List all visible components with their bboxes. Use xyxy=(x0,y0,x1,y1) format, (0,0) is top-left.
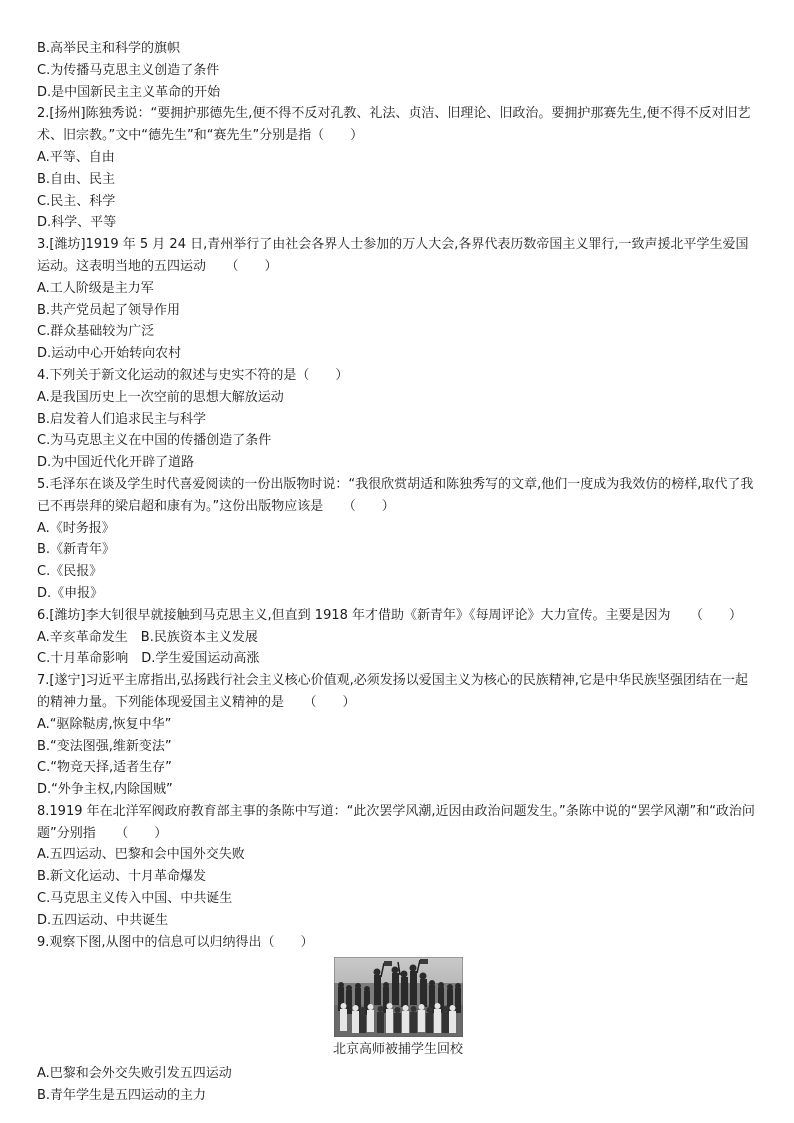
q3-stem: 3.[潍坊]1919 年 5 月 24 日,青州举行了由社会各界人士参加的万人大会,各界代表历数帝国主义罪行,一致声援北平学生爱国运动。这表明当地的五四运动 （ ） xyxy=(37,237,749,274)
q9-option-a: A.巴黎和会外交失败引发五四运动 xyxy=(37,1066,232,1082)
q7-option-b: B.“变法图强,维新变法” xyxy=(37,738,172,754)
q5-stem: 5.毛泽东在谈及学生时代喜爱阅读的一份出版物时说：“我很欣赏胡适和陈独秀写的文章,他们一度成为我效仿的榜样,取代了我已不再崇拜的梁启超和康有为。”这份出版物应该是 （ ） xyxy=(37,476,754,514)
q5-option-b: B.《新青年》 xyxy=(37,542,116,558)
q7-option-c: C.“物竞天择,适者生存” xyxy=(37,760,172,776)
q8-option-d: D.五四运动、中共诞生 xyxy=(37,912,169,928)
q2-option-a: A.平等、自由 xyxy=(37,149,115,165)
q4-stem: 4.下列关于新文化运动的叙述与史实不符的是（ ） xyxy=(37,367,349,383)
q3-option-a: A.工人阶级是主力军 xyxy=(37,280,154,296)
document-page xyxy=(37,38,759,1107)
q8-option-a: A.五四运动、巴黎和会中国外交失败 xyxy=(37,847,245,863)
q1-option-c: C.为传播马克思主义创造了条件 xyxy=(37,62,220,78)
q5-option-d: D.《申报》 xyxy=(37,585,104,601)
figure-caption: 北京高师被捕学生回校 xyxy=(332,1042,463,1058)
q4-option-c: C.为马克思主义在中国的传播创造了条件 xyxy=(37,433,272,449)
q9-option-b: B.青年学生是五四运动的主力 xyxy=(37,1088,207,1104)
q3-option-c: C.群众基础较为广泛 xyxy=(37,324,155,340)
q1-option-b: B.高举民主和科学的旗帜 xyxy=(37,41,181,56)
q4-option-b: B.启发着人们追求民主与科学 xyxy=(37,411,207,427)
q5-option-a: A.《时务报》 xyxy=(37,520,115,536)
q7-stem: 7.[遂宁]习近平主席指出,弘扬践行社会主义核心价值观,必须发扬以爱国主义为核心的民族精神,它是中华民族坚强团结在一起的精神力量。下列能体现爱国主义精神的是 （ ） xyxy=(37,673,748,710)
q3-option-d: D.运动中心开始转向农村 xyxy=(37,346,182,362)
q7-option-d: D.“外争主权,内除国贼” xyxy=(37,782,173,798)
q6-options-cd: C.十月革命影响 D.学生爱国运动高涨 xyxy=(37,651,260,667)
q2-stem: 2.[扬州]陈独秀说：“要拥护那德先生,便不得不反对孔教、礼法、贞洁、旧理论、旧政治。要拥护那赛先生,便不得不反对旧艺术、旧宗教。”文中“德先生”和“赛先生”分别是指（ ） xyxy=(37,106,751,144)
q4-option-d: D.为中国近代化开辟了道路 xyxy=(37,455,195,471)
q7-option-a: A.“驱除鞑虏,恢复中华” xyxy=(37,716,172,732)
q8-option-b: B.新文化运动、十月革命爆发 xyxy=(37,869,207,885)
q4-option-a: A.是我国历史上一次空前的思想大解放运动 xyxy=(37,389,284,405)
q2-option-d: D.科学、平等 xyxy=(37,215,117,231)
q3-option-b: B.共产党员起了领导作用 xyxy=(37,302,181,318)
q8-option-c: C.马克思主义传入中国、中共诞生 xyxy=(37,891,233,907)
q2-option-b: B.自由、民主 xyxy=(37,171,116,187)
q9-figure xyxy=(37,957,759,1061)
q8-stem: 8.1919 年在北洋军阀政府教育部主事的条陈中写道：“此次罢学风潮,近因由政治问题发生。”条陈中说的“罢学风潮”和“政治问题”分别指 （ ） xyxy=(37,803,755,841)
q1-option-d: D.是中国新民主主义革命的开始 xyxy=(37,84,221,100)
q6-options-ab: A.辛亥革命发生 B.民族资本主义发展 xyxy=(37,629,258,645)
students-returning-photo xyxy=(334,957,463,1037)
q6-stem: 6.[潍坊]李大钊很早就接触到马克思主义,但直到 1918 年才借助《新青年》《每周评论》大力宣传。主要是因为 （ ） xyxy=(37,607,743,623)
q2-option-c: C.民主、科学 xyxy=(37,193,116,209)
q9-stem: 9.观察下图,从图中的信息可以归纳得出（ ） xyxy=(37,934,314,950)
q5-option-c: C.《民报》 xyxy=(37,564,103,580)
